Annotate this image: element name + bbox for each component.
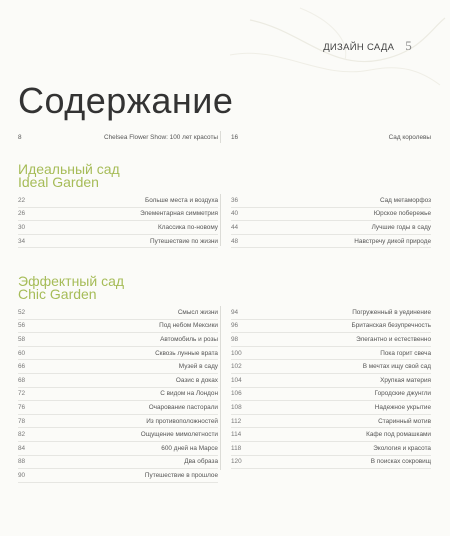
toc-page-number: 26 <box>18 210 26 218</box>
toc-entry-title: Кафе под ромашками <box>366 431 431 439</box>
toc-entry-title: Сквозь лунные врата <box>155 349 218 357</box>
section-title-en: Ideal Garden <box>18 174 99 190</box>
toc-page-number: 34 <box>18 237 26 245</box>
toc-entry-title: Юрское побережье <box>373 210 431 218</box>
toc-page-number: 100 <box>231 349 242 357</box>
toc-entry[interactable] <box>18 320 218 334</box>
toc-entry[interactable] <box>18 221 218 235</box>
toc-entry-title: С видом на Лондон <box>160 390 218 398</box>
section-title-en: Chic Garden <box>18 286 97 302</box>
toc-page-number: 8 <box>18 133 22 141</box>
toc-entry-title: Оазис в доках <box>175 376 218 384</box>
toc-page-number: 120 <box>231 458 242 466</box>
toc-entry[interactable] <box>231 428 431 442</box>
toc-entry[interactable] <box>18 428 218 442</box>
toc-page-number: 112 <box>231 417 242 425</box>
toc-entry[interactable] <box>18 388 218 402</box>
toc-page-number: 82 <box>18 431 26 439</box>
toc-page-number: 66 <box>18 363 26 371</box>
page-title: Содержание <box>18 80 234 121</box>
toc-entry[interactable] <box>18 456 218 470</box>
toc-entry-title: Два образа <box>184 458 218 466</box>
toc-column-right <box>231 306 431 469</box>
toc-entry[interactable] <box>231 333 431 347</box>
toc-entry[interactable] <box>18 347 218 361</box>
toc-page-number: 44 <box>231 223 239 231</box>
running-header <box>323 38 412 54</box>
toc-entry[interactable] <box>18 333 218 347</box>
toc-column-left <box>18 306 218 483</box>
toc-page-number: 84 <box>18 444 26 452</box>
toc-column-left <box>18 194 218 248</box>
section-title-ru: Идеальный сад <box>18 161 120 177</box>
toc-entry-title: Путешествие по жизни <box>150 237 218 245</box>
toc-entry-title: Автомобиль и розы <box>160 335 218 343</box>
toc-entry-title: Из противоположностей <box>146 417 218 425</box>
toc-page-number: 118 <box>231 444 242 452</box>
toc-entry[interactable] <box>231 306 431 320</box>
toc-entry-title: Классика по-новому <box>158 223 218 231</box>
toc-entry[interactable] <box>231 208 431 222</box>
toc-page-number: 98 <box>231 335 239 343</box>
toc-entry[interactable] <box>231 194 431 208</box>
toc-entry-title: Chelsea Flower Show: 100 лет красоты <box>103 133 218 141</box>
toc-entry[interactable] <box>231 320 431 334</box>
toc-entry[interactable] <box>231 374 431 388</box>
toc-entry[interactable] <box>18 401 218 415</box>
toc-page-number: 16 <box>231 133 239 141</box>
toc-page-number: 36 <box>231 196 239 204</box>
toc-page-number: 106 <box>231 390 242 398</box>
toc-page-number: 30 <box>18 223 26 231</box>
toc-entry[interactable] <box>231 401 431 415</box>
toc-entry-title: Сад метаморфоз <box>379 196 431 204</box>
toc-entry-title: Путешествие в прошлое <box>144 471 218 479</box>
toc-entry-title: Хрупкая материя <box>380 376 431 384</box>
toc-page-number: 22 <box>18 196 26 204</box>
toc-page-number: 114 <box>231 431 242 439</box>
toc-entry-title: Очарование пасторали <box>148 403 218 411</box>
toc-entry[interactable] <box>18 469 218 483</box>
toc-page-number: 56 <box>18 322 26 330</box>
toc-column-right <box>231 194 431 248</box>
toc-entry-title: Ощущение мимолетности <box>140 431 218 439</box>
toc-page-number: 58 <box>18 335 26 343</box>
toc-entry-title: Больше места и воздуха <box>145 196 218 204</box>
toc-entry-title: Надежное укрытие <box>374 403 431 411</box>
toc-entry[interactable] <box>18 374 218 388</box>
section-heading-ideal-garden <box>18 163 120 189</box>
toc-entry[interactable] <box>18 235 218 249</box>
toc-entry[interactable] <box>18 442 218 456</box>
toc-entry[interactable] <box>18 131 218 143</box>
toc-page-number: 72 <box>18 390 26 398</box>
toc-page-number: 90 <box>18 471 26 479</box>
toc-entry-title: Навстречу дикой природе <box>354 237 431 245</box>
toc-entry-title: Под небом Мексики <box>159 322 218 330</box>
toc-entry[interactable] <box>231 221 431 235</box>
toc-page-number: 60 <box>18 349 26 357</box>
toc-page-number: 102 <box>231 363 242 371</box>
toc-entry[interactable] <box>18 415 218 429</box>
toc-entry[interactable] <box>231 347 431 361</box>
toc-entry[interactable] <box>18 360 218 374</box>
toc-page-number: 68 <box>18 376 26 384</box>
toc-entry[interactable] <box>18 194 218 208</box>
toc-entry-title: Элегантно и естественно <box>356 335 431 343</box>
toc-page-number: 108 <box>231 403 242 411</box>
toc-entry-title: Элементарная симметрия <box>140 210 218 218</box>
toc-page-number: 76 <box>18 403 26 411</box>
toc-page-number: 96 <box>231 322 239 330</box>
toc-entry[interactable] <box>18 306 218 320</box>
toc-page-number: 88 <box>18 458 26 466</box>
toc-entry[interactable] <box>231 235 431 249</box>
toc-entry[interactable] <box>18 208 218 222</box>
page-number: 5 <box>405 38 412 53</box>
toc-page-number: 40 <box>231 210 239 218</box>
column-divider <box>220 306 221 470</box>
toc-entry-title: Экология и красота <box>373 444 431 452</box>
toc-entry-title: Старинный мотив <box>378 417 431 425</box>
section-title-ru: Эффектный сад <box>18 273 125 289</box>
section-name: ДИЗАЙН САДА <box>323 42 395 53</box>
toc-entry[interactable] <box>231 456 431 470</box>
toc-entry-title: Сад королевы <box>388 133 431 141</box>
toc-entry-title: Пока горит свеча <box>380 349 431 357</box>
column-divider <box>220 131 221 143</box>
toc-entry-title: Лучшие годы в саду <box>371 223 431 231</box>
toc-entry[interactable] <box>231 442 431 456</box>
toc-page-number: 104 <box>231 376 242 384</box>
column-divider <box>220 194 221 246</box>
toc-entry-title: Музей в саду <box>178 363 218 371</box>
toc-entry-title: В мечтах ищу свой сад <box>362 363 431 371</box>
toc-page-number: 52 <box>18 308 26 316</box>
toc-entry-title: Британская безупречность <box>351 322 431 330</box>
toc-entry-title: Городские джунгли <box>374 390 431 398</box>
section-heading-chic-garden <box>18 275 124 301</box>
toc-page-number: 78 <box>18 417 26 425</box>
toc-entry[interactable] <box>231 415 431 429</box>
toc-entry-title: 600 дней на Марсе <box>161 444 218 452</box>
toc-entry-title: В поисках сокровищ <box>370 458 431 466</box>
toc-entry-title: Погруженный в уединение <box>352 308 431 316</box>
toc-entry-title: Смысл жизни <box>177 308 218 316</box>
toc-entry[interactable] <box>231 388 431 402</box>
toc-page-number: 48 <box>231 237 239 245</box>
toc-entry[interactable] <box>231 131 431 143</box>
toc-page-number: 94 <box>231 308 239 316</box>
toc-entry[interactable] <box>231 360 431 374</box>
